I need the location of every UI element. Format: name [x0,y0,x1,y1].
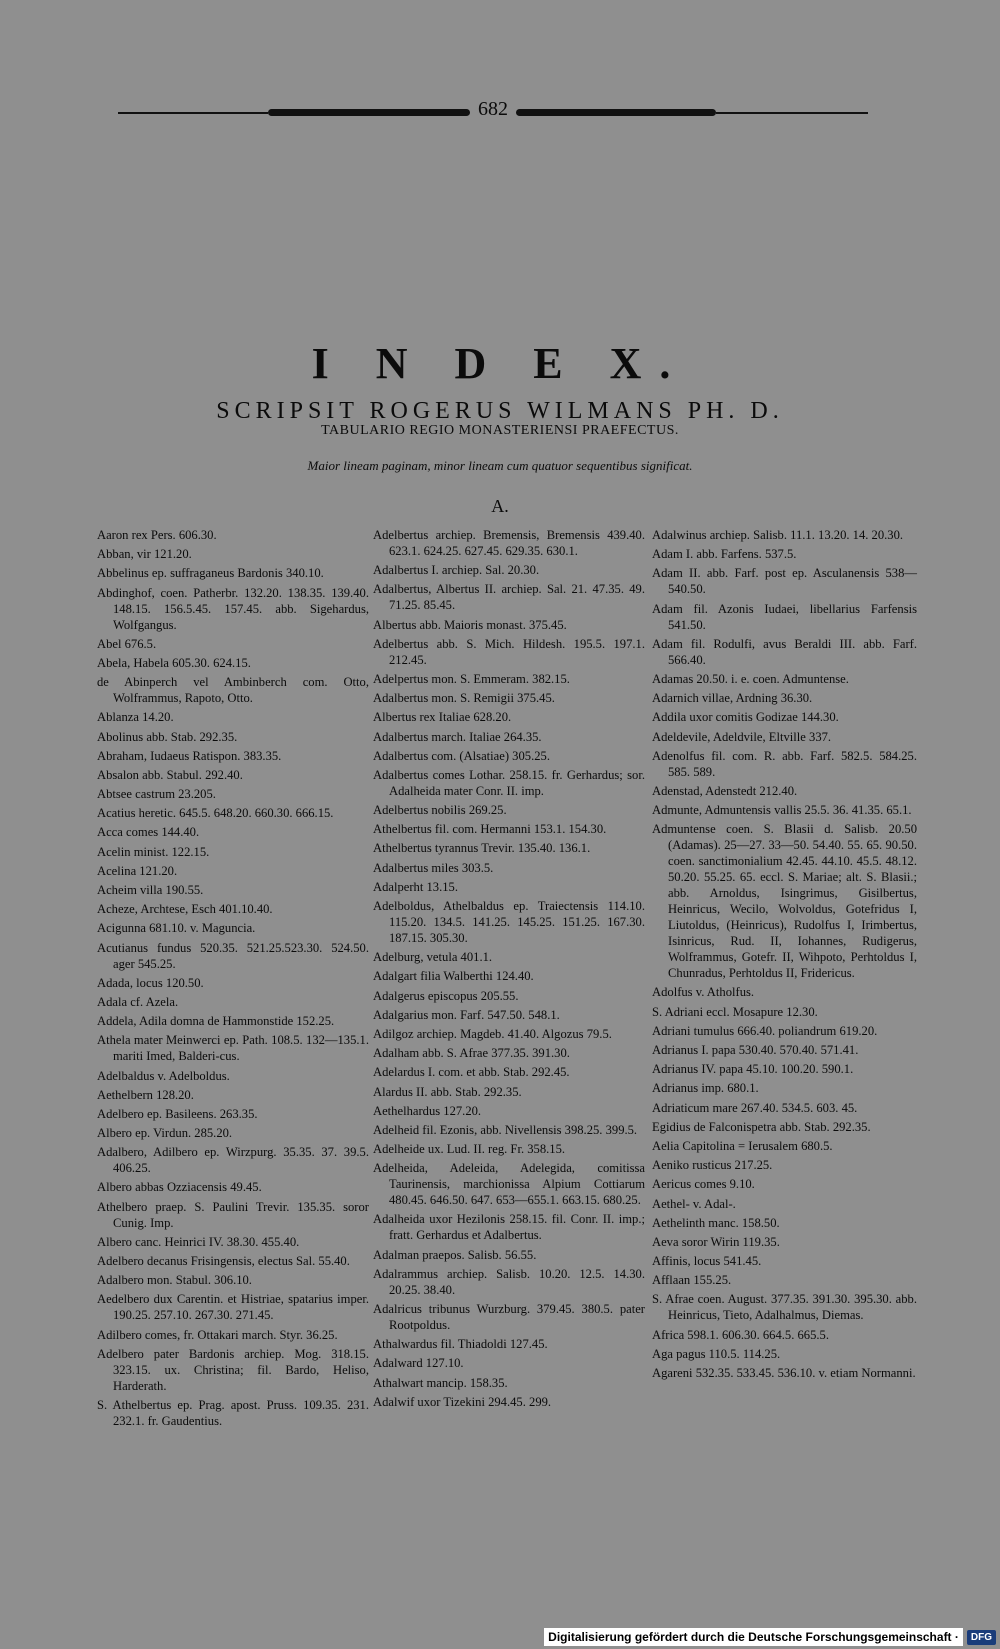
index-entry: Admunte, Admuntensis vallis 25.5. 36. 41.35. 65.1. [652,803,912,818]
index-entry: Abbelinus ep. suffraganeus Bardonis 340.10. [97,566,324,581]
index-entry: Adeldevile, Adeldvile, Eltville 337. [652,729,832,744]
index-entry: Athelbertus fil. com. Hermanni 153.1. 154.30. [373,822,607,837]
index-entry: Aericus comes 9.10. [652,1177,755,1192]
index-entry: Aaron rex Pers. 606.30. [97,528,217,542]
index-entry: Adalwif uxor Tizekini 294.45. 299. [373,1394,552,1409]
index-entry: Adala cf. Azela. [97,994,179,1009]
index-entry: Adelheida, Adeleida, Adelegida, comitissa Taurinensis, marchionissa Alpium Cottiarum 480.45. 646.50. 647. 653—655.1. 663.15. 680.25. [373,1161,645,1208]
index-entry: Admuntense coen. S. Blasii d. Salisb. 20.50 (Adamas). 25—27. 33—50. 54.40. 55. 65. 90.50. coen. sanctimonialium 42.45. 44.10. 45.5. 48.12. 50.20. 55.25. 65. eccl. S. Mariae; alt. S. Blasii.; abb. Arnoldus, Isingrimus, Gisilbertus, Heinricus, Wecilo, Wolvoldus, Gotefridus I, Liutoldus, (Heinricus), Rudolfus I, Irimbertus, Isinricus, Rud. II, Iohannes, Rudigerus, Wolframmus, Gotefr. II, Wihpoto, Perhtoldus I, Chunradus, Perhtoldus II, Fridericus. [652,822,917,981]
footer-text: Digitalisierung gefördert durch die Deutsche Forschungsgemeinschaft · [544,1628,963,1646]
index-entry: Adelbero decanus Frisingensis, electus Sal. 55.40. [97,1254,350,1268]
index-column-3 [652,527,917,1384]
index-entry: Adilbero comes, fr. Ottakari march. Styr. 36.25. [97,1327,338,1342]
index-entry: Affinis, locus 541.45. [652,1254,762,1269]
index-entry: Adelbertus archiep. Bremensis, Bremensis 439.40. 623.1. 624.25. 627.45. 629.35. 630.1. [373,528,645,558]
index-entry: Adalbertus I. archiep. Sal. 20.30. [373,563,540,578]
index-entry: Adelboldus, Athelbaldus ep. Traiectensis 114.10. 115.20. 134.5. 141.25. 145.25. 151.25. 167.30. 187.15. 305.30. [373,899,645,945]
index-entry: Adalperht 13.15. [373,879,458,894]
index-entry: Adam fil. Azonis Iudaei, libellarius Farfensis 541.50. [652,601,917,632]
index-entry: Adalward 127.10. [373,1356,464,1371]
index-entry: Adalman praepos. Salisb. 56.55. [373,1247,537,1262]
index-entry: Adam fil. Rodulfi, avus Beraldi III. abb. Farf. 566.40. [652,636,917,667]
index-entry: Adolfus v. Atholfus. [652,985,755,1000]
index-title: I N D E X. [311,339,689,388]
index-entry: Adalbertus miles 303.5. [373,860,494,875]
index-entry: Addela, Adila domna de Hammonstide 152.25. [97,1014,335,1029]
index-entry: Alardus II. abb. Stab. 292.35. [373,1084,522,1099]
index-entry: Adrianus IV. papa 45.10. 100.20. 590.1. [652,1062,854,1077]
index-entry: Albertus rex Italiae 628.20. [373,710,512,725]
page-number: 682 [470,98,516,121]
index-entry: Adalwinus archiep. Salisb. 11.1. 13.20. 14. 20.30. [652,528,904,542]
index-entry: Acutianus fundus 520.35. 521.25.523.30. 524.50. ager 545.25. [97,940,369,971]
page-header [118,98,868,128]
index-entry: Abdinghof, coen. Patherbr. 132.20. 138.35. 139.40. 148.15. 156.5.45. 157.45. abb. Sigehardus, Wolfgangus. [97,585,369,632]
index-entry: S. Afrae coen. August. 377.35. 391.30. 395.30. abb. Heinricus, Tieto, Adalhalmus, Diemas. [652,1292,917,1323]
index-entry: Adalrammus archiep. Salisb. 10.20. 12.5. 14.30. 20.25. 38.40. [373,1266,645,1297]
index-entry: Adalgart filia Walberthi 124.40. [373,969,534,984]
header-rule-left-thick [268,109,470,116]
digitization-footer [544,1627,996,1647]
usage-note: Maior lineam paginam, minor lineam cum quatuor sequentibus significat. [307,458,693,473]
header-rule-left-thin [118,112,268,114]
index-entry: Adelbaldus v. Adelboldus. [97,1068,230,1083]
index-entry: Adalbero, Adilbero ep. Wirzpurg. 35.35. 37. 39.5. 406.25. [97,1145,369,1176]
index-entry: Adelbero pater Bardonis archiep. Mog. 318.15. 323.15. ux. Christina; fil. Bardo, Heliso, Harderath. [97,1346,369,1393]
index-entry: Adalbertus march. Italiae 264.35. [373,729,542,744]
index-entry: Addila uxor comitis Godizae 144.30. [652,710,839,725]
index-entry: Agareni 532.35. 533.45. 536.10. v. etiam Normanni. [652,1366,916,1380]
index-entry: Absalon abb. Stabul. 292.40. [97,767,243,782]
index-entry: Abela, Habela 605.30. 624.15. [97,655,251,670]
index-entry: Acatius heretic. 645.5. 648.20. 660.30. 666.15. [97,806,334,821]
index-entry: Adalham abb. S. Afrae 377.35. 391.30. [373,1046,570,1061]
index-entry: Adalheida uxor Hezilonis 258.15. fil. Conr. II. imp.; fratt. Gerhardus et Adalbertus. [373,1212,645,1243]
index-entry: Adalricus tribunus Wurzburg. 379.45. 380.5. pater Rootpoldus. [373,1302,645,1332]
index-entry: Adalbero mon. Stabul. 306.10. [97,1273,252,1288]
index-entry: Athalwart mancip. 158.35. [373,1375,508,1390]
index-entry: Adalbertus mon. S. Remigii 375.45. [373,691,555,706]
index-entry: Aedelbero dux Carentin. et Histriae, spatarius imper. 190.25. 257.10. 267.30. 271.45. [97,1292,369,1323]
index-entry: Adrianus I. papa 530.40. 570.40. 571.41. [652,1043,859,1057]
index-entry: de Abinperch vel Ambinberch com. Otto, Wolframmus, Rapoto, Otto. [97,675,369,706]
index-entry: Aethelinth manc. 158.50. [652,1215,780,1230]
header-rule-right-thick [516,109,716,116]
index-entry: Adelpertus mon. S. Emmeram. 382.15. [373,671,570,686]
index-entry: Adalbertus, Albertus II. archiep. Sal. 21. 47.35. 49. 71.25. 85.45. [373,582,645,613]
index-entry: Abban, vir 121.20. [97,547,192,562]
index-entry: Adilgoz archiep. Magdeb. 41.40. Algozus 79.5. [373,1026,612,1041]
author-line: SCRIPSIT ROGERUS WILMANS PH. D. [216,398,784,424]
index-entry: S. Athelbertus ep. Prag. apost. Pruss. 109.35. 231. 232.1. fr. Gaudentius. [97,1397,369,1428]
index-entry: Adriani tumulus 666.40. poliandrum 619.20. [652,1023,878,1038]
index-entry: Albertus abb. Maioris monast. 375.45. [373,617,567,632]
index-entry: Adam II. abb. Farf. post ep. Asculanensis 538—540.50. [652,566,917,597]
index-entry: Adarnich villae, Ardning 36.30. [652,691,813,706]
index-entry: Albero abbas Ozziacensis 49.45. [97,1180,262,1195]
index-entry: Athela mater Meinwerci ep. Path. 108.5. 132—135.1. mariti Imed, Balderi-cus. [97,1033,369,1064]
index-entry: Adelbero ep. Basileens. 263.35. [97,1106,258,1121]
index-entry: Adalbertus com. (Alsatiae) 305.25. [373,748,550,763]
index-column-1 [97,527,369,1432]
index-entry: Acheim villa 190.55. [97,883,204,897]
index-entry: Athalwardus fil. Thiadoldi 127.45. [373,1337,548,1352]
index-entry: Athelbertus tyrannus Trevir. 135.40. 136.1. [373,841,591,856]
index-entry: Aethelhardus 127.20. [373,1103,482,1118]
header-rule-right-thin [716,112,868,114]
index-entry: Acca comes 144.40. [97,825,200,840]
index-entry: Acigunna 681.10. v. Maguncia. [97,921,256,936]
index-entry: Adelbertus nobilis 269.25. [373,803,507,818]
index-entry: Adam I. abb. Farfens. 537.5. [652,547,797,562]
index-entry: S. Adriani eccl. Mosapure 12.30. [652,1004,818,1019]
index-entry: Adriaticum mare 267.40. 534.5. 603. 45. [652,1100,858,1115]
index-entry: Abolinus abb. Stab. 292.35. [97,729,238,744]
index-entry: Adada, locus 120.50. [97,975,204,990]
index-entry: Adelbertus abb. S. Mich. Hildesh. 195.5. 197.1. 212.45. [373,636,645,667]
index-entry: Adelburg, vetula 401.1. [373,950,493,965]
index-entry: Abel 676.5. [97,636,157,651]
index-entry: Adamas 20.50. i. e. coen. Admuntense. [652,671,849,686]
dfg-logo: DFG [967,1630,996,1645]
index-column-2 [373,527,645,1413]
index-entry: Adelardus I. com. et abb. Stab. 292.45. [373,1065,570,1080]
index-entry: Adalgarius mon. Farf. 547.50. 548.1. [373,1007,560,1022]
index-entry: Adalbertus comes Lothar. 258.15. fr. Gerhardus; sor. Adalheida mater Conr. II. imp. [373,767,645,798]
index-entry: Aga pagus 110.5. 114.25. [652,1346,781,1361]
index-entry: Egidius de Falconispetra abb. Stab. 292.35. [652,1119,871,1134]
index-entry: Acelina 121.20. [97,863,178,878]
index-entry: Adelheide ux. Lud. II. reg. Fr. 358.15. [373,1142,566,1157]
index-entry: Aethel- v. Adal-. [652,1196,736,1211]
index-entry: Afflaan 155.25. [652,1273,732,1288]
index-entry: Aethelbern 128.20. [97,1087,194,1102]
index-entry: Albero ep. Virdun. 285.20. [97,1126,233,1141]
index-entry: Albero canc. Heinrici IV. 38.30. 455.40. [97,1234,300,1249]
index-entry: Athelbero praep. S. Paulini Trevir. 135.35. soror Cunig. Imp. [97,1199,369,1230]
index-entry: Adenstad, Adenstedt 212.40. [652,783,798,798]
index-entry: Abraham, Iudaeus Ratispon. 383.35. [97,748,282,763]
index-entry: Adalgerus episcopus 205.55. [373,988,519,1003]
index-entry: Acelin minist. 122.15. [97,844,210,859]
index-entry: Aeva soror Wirin 119.35. [652,1234,780,1249]
author-affiliation: TABULARIO REGIO MONASTERIENSI PRAEFECTUS. [321,423,679,438]
index-entry: Aeniko rusticus 217.25. [652,1158,773,1173]
index-entry: Ablanza 14.20. [97,710,174,725]
index-entry: Adrianus imp. 680.1. [652,1081,759,1096]
index-entry: Acheze, Archtese, Esch 401.10.40. [97,902,273,917]
index-entry: Abtsee castrum 23.205. [97,787,216,802]
index-entry: Aelia Capitolina = Ierusalem 680.5. [652,1138,833,1153]
index-entry: Africa 598.1. 606.30. 664.5. 665.5. [652,1327,829,1342]
section-letter: A. [491,496,509,516]
index-entry: Adenolfus fil. com. R. abb. Farf. 582.5. 584.25. 585. 589. [652,748,917,779]
index-entry: Adelheid fil. Ezonis, abb. Nivellensis 398.25. 399.5. [373,1122,638,1137]
